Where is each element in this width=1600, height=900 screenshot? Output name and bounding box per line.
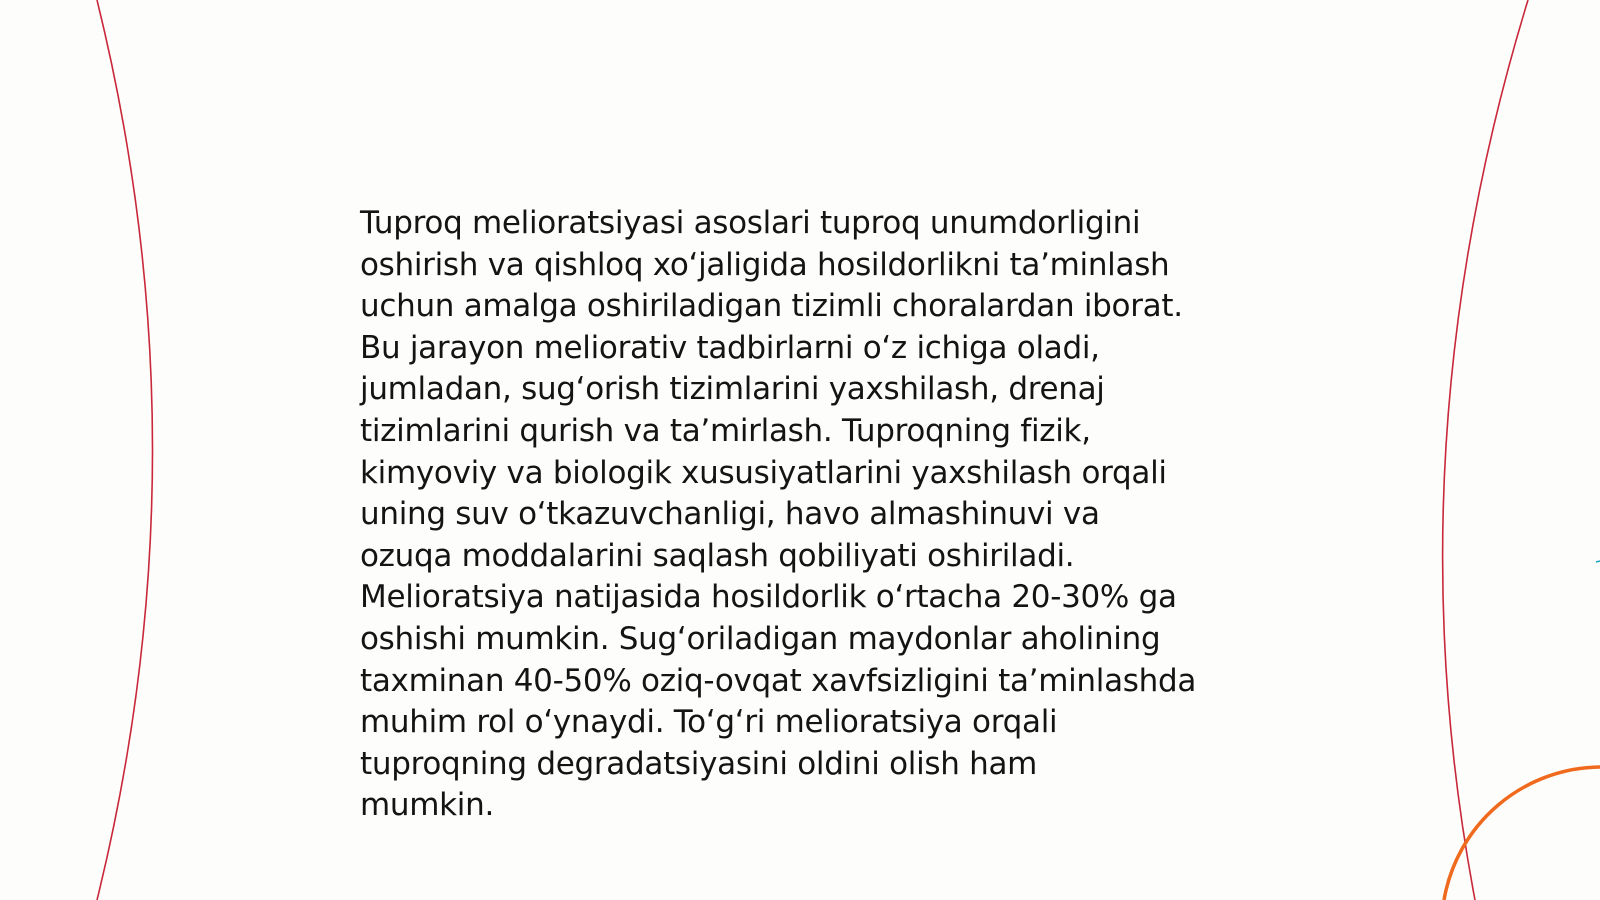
right-decorative-arc [1443, 0, 1528, 900]
left-decorative-arc [97, 0, 153, 900]
body-paragraph: Tuproq melioratsiyasi asoslari tuproq unumdorligini oshirish va qishloq xoʻjaligida hosildorlikni taʼminlash uchun amalga oshiriladigan tizimli choralardan iborat. Bu jarayon meliorativ tadbirlarni oʻz ichiga oladi, jumladan, sugʻorish tizimlarini yaxshilash, drenaj tizimlarini qurish va taʼmirlash. Tuproqning fizik, kimyoviy va biologik xususiyatlarini yaxshilash orqali uning suv oʻtkazuvchanligi, havo almashinuvi va ozuqa moddalarini saqlash qobiliyati oshiriladi. Melioratsiya natijasida hosildorlik oʻrtacha 20-30% ga oshishi mumkin. Sugʻoriladigan maydonlar aholining taxminan 40-50% oziq-ovqat xavfsizligini taʼminlashda muhim rol oʻynaydi. Toʻgʻri melioratsiya orqali tuproqning degradatsiyasini oldini olish ham mumkin. [360, 205, 1197, 824]
teal-accent-mark [1596, 561, 1600, 562]
orange-circle-arc [1444, 767, 1600, 900]
